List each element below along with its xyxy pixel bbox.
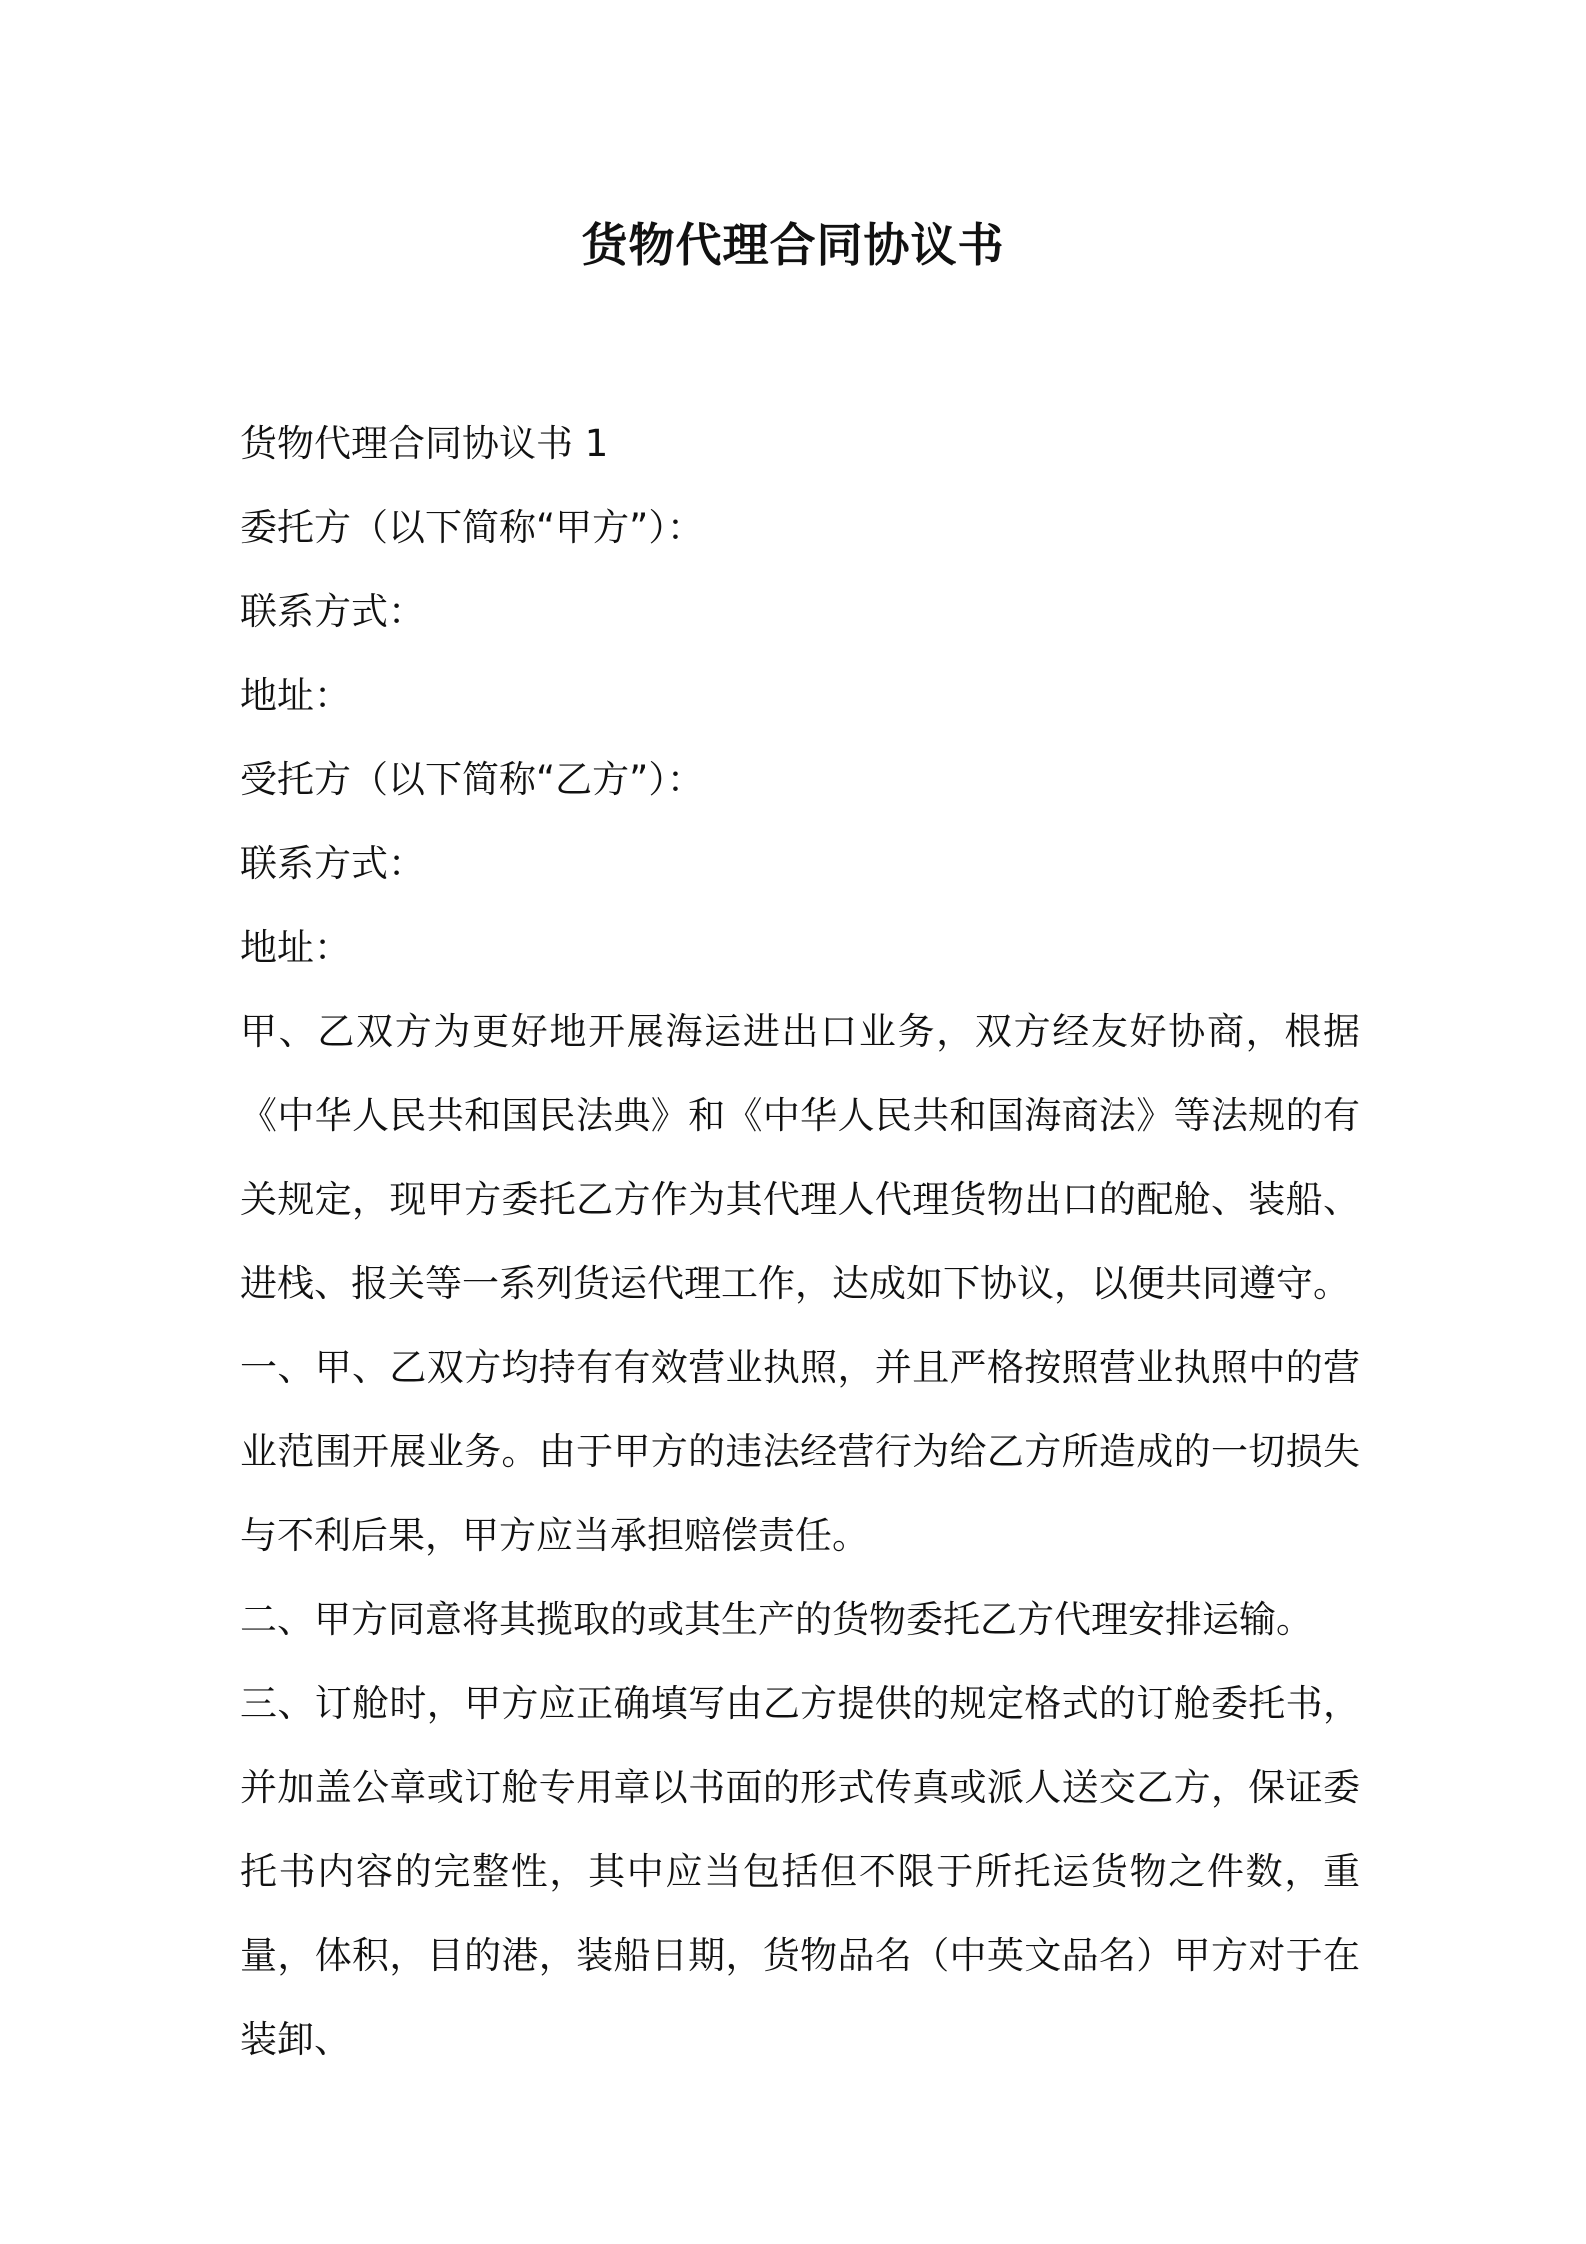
party-b-address: 地址：: [240, 926, 351, 969]
party-a-address: 地址：: [240, 674, 351, 717]
paragraph-preamble: 甲、乙双方为更好地开展海运进出口业务，双方经友好协商，根据《中华人民共和国民法典》和《中华人民共和国海商法》等法规的有关规定，现甲方委托乙方作为其代理人代理货物出口的配舱、装船、进栈、报关等一系列货运代理工作，达成如下协议，以便共同遵守。: [240, 1010, 1360, 1305]
document-body: [240, 402, 1360, 2082]
document-title: 货物代理合同协议书: [581, 218, 1005, 272]
party-a-label: 委托方（以下简称“甲方”）：: [240, 506, 704, 549]
document-subtitle: 货物代理合同协议书 1: [240, 422, 609, 465]
party-a-contact: 联系方式：: [240, 590, 425, 633]
paragraph-clause-1: 一、甲、乙双方均持有有效营业执照，并且严格按照营业执照中的营业范围开展业务。由于甲方的违法经营行为给乙方所造成的一切损失与不利后果，甲方应当承担赔偿责任。: [240, 1346, 1360, 1557]
paragraph-clause-2: 二、甲方同意将其揽取的或其生产的货物委托乙方代理安排运输。: [240, 1598, 1313, 1641]
paragraph-clause-3: 三、订舱时，甲方应正确填写由乙方提供的规定格式的订舱委托书，并加盖公章或订舱专用章以书面的形式传真或派人送交乙方，保证委托书内容的完整性，其中应当包括但不限于所托运货物之件数，重量，体积，目的港，装船日期，货物品名（中英文品名）甲方对于在装卸、: [240, 1682, 1360, 2061]
party-b-contact: 联系方式：: [240, 842, 425, 885]
party-b-label: 受托方（以下简称“乙方”）：: [240, 758, 704, 801]
